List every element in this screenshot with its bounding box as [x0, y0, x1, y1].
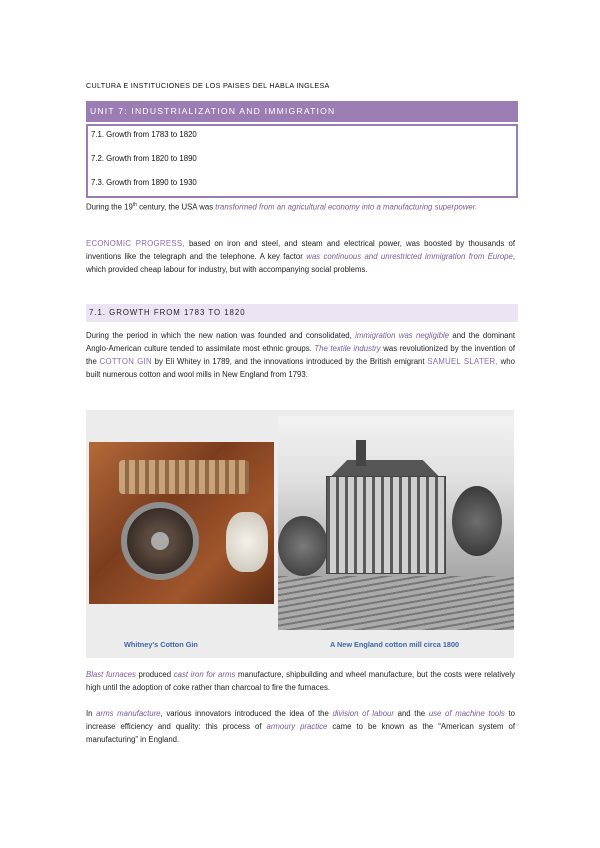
tree [452, 486, 502, 556]
text: In [86, 709, 97, 718]
blast-furnaces-paragraph [86, 668, 515, 694]
course-header: CULTURA E INSTITUCIONES DE LOS PAISES DEL HABLA INGLESA [86, 81, 330, 90]
text: and the [393, 709, 429, 718]
emphasis-text: armoury practice [266, 722, 328, 731]
unit-title-bar: UNIT 7: INDUSTRIALIZATION AND IMMIGRATION [86, 101, 518, 122]
text: by Eli Whitey in 1789, and the innovations introduced by the British emigrant [151, 357, 428, 366]
figure-illustrations [86, 410, 514, 658]
text: to increase efficiency and quality: this process of [86, 709, 515, 731]
keyword: COTTON GIN [99, 357, 152, 366]
economic-progress-paragraph [86, 237, 515, 276]
arms-manufacture-paragraph [86, 707, 515, 746]
text: was revolutionized by the invention of the [86, 344, 515, 366]
tree [278, 516, 328, 576]
text: During the 19 [86, 202, 133, 212]
mill-tower [356, 440, 366, 466]
text: who built numerous cotton and wool mills in New England from 1793. [86, 357, 515, 379]
emphasis-text: arms manufacture [96, 709, 161, 718]
emphasis-text: immigration was negligible [355, 331, 449, 340]
text: came to be known as the “American system of manufacturing” in England. [86, 722, 515, 744]
toc-item[interactable]: 7.3. Growth from 1890 to 1930 [91, 178, 197, 187]
emphasis-text: Blast furnaces [86, 670, 136, 679]
section-paragraph [86, 329, 515, 381]
emphasis-text: division of labour [332, 709, 394, 718]
text: , which provided cheap labour for industry, but with accompanying social problems. [86, 252, 516, 274]
gin-hub [151, 532, 169, 550]
superscript: th [132, 202, 137, 208]
mill-building [326, 476, 446, 574]
text: based on iron and steel, and steam and electrical power, was boosted by thousands of inventions like the telegraph and the telephone. A key factor [86, 239, 515, 261]
text: , various innovators introduced the idea of the [160, 709, 333, 718]
toc-item[interactable]: 7.1. Growth from 1783 to 1820 [91, 130, 197, 139]
table-of-contents [86, 124, 518, 198]
keyword: SAMUEL SLATER, [427, 357, 498, 366]
caption-cotton-gin: Whitney's Cotton Gin [124, 640, 198, 649]
emphasis-text: transformed from an agricultural economy into a manufacturing superpower. [215, 202, 478, 212]
toc-item[interactable]: 7.2. Growth from 1820 to 1890 [91, 154, 197, 163]
section-heading: 7.1. GROWTH FROM 1783 TO 1820 [86, 304, 518, 322]
cotton-gin-image [89, 442, 274, 604]
text: century, the USA was [136, 202, 216, 212]
text: manufacture, shipbuilding and wheel manufacture, but the costs were relatively high until the adoption of coke rather than charcoal to fire the furnaces. [86, 670, 515, 692]
text: and the dominant Anglo-American culture tended to assimilate most ethnic groups. [86, 331, 515, 353]
cotton-bundle [226, 512, 268, 572]
gin-roller [119, 460, 249, 494]
emphasis-text: The textile industry [314, 344, 381, 353]
text: produced [135, 670, 174, 679]
mill-ground [278, 576, 514, 630]
cotton-mill-image [278, 416, 514, 630]
keyword: ECONOMIC PROGRESS, [86, 239, 185, 248]
caption-cotton-mill: A New England cotton mill circa 1800 [330, 640, 460, 649]
text: During the period in which the new nation was founded and consolidated, [86, 331, 356, 340]
emphasis-text: use of machine tools [428, 709, 505, 718]
emphasis-text: was continuous and unrestricted immigration from Europe [306, 252, 513, 261]
intro-paragraph [86, 199, 515, 214]
emphasis-text: cast iron for arms [173, 670, 236, 679]
